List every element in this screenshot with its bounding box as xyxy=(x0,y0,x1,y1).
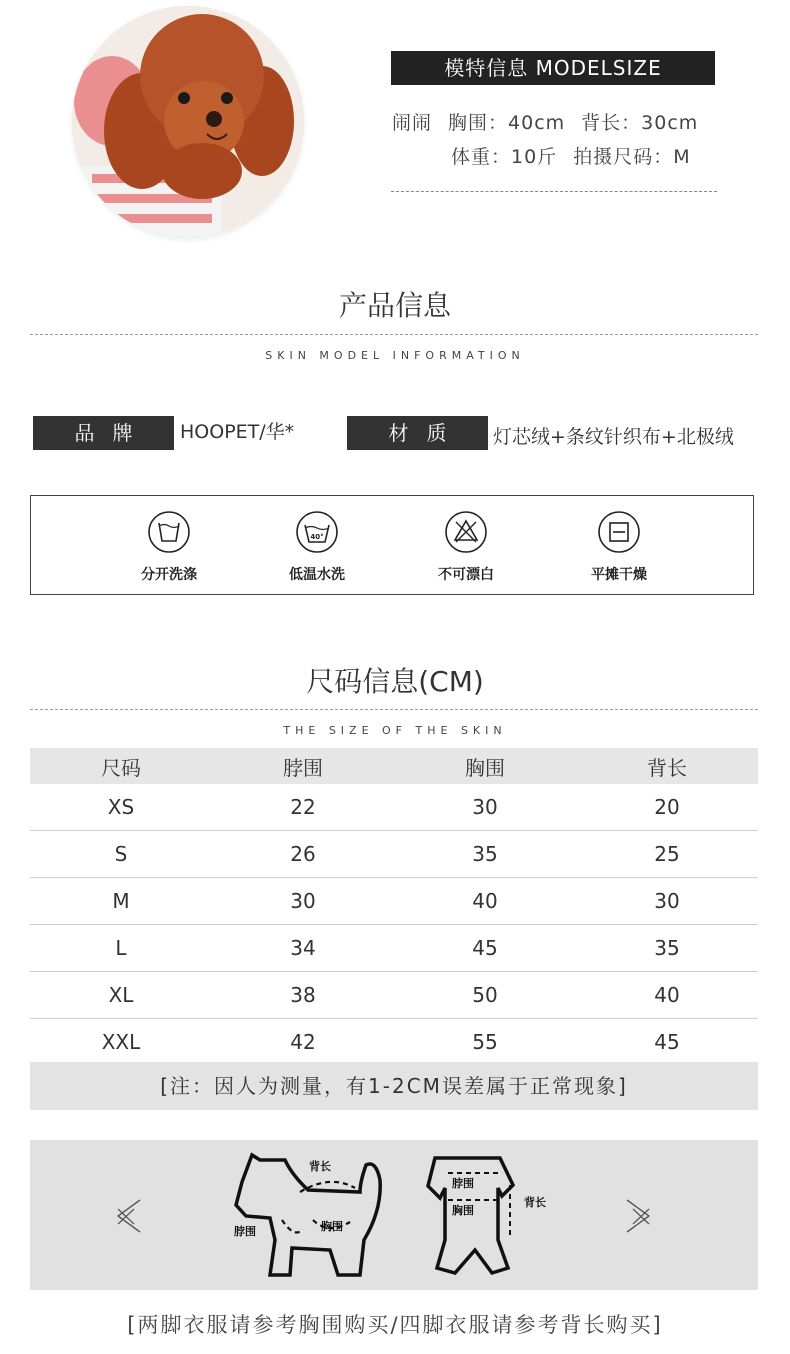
product-info-title: 产品信息 xyxy=(338,289,451,322)
measurement-diagram xyxy=(30,1140,758,1290)
table-row xyxy=(30,878,758,925)
garment-neck-label: 脖围 xyxy=(452,1177,474,1190)
table-row xyxy=(30,972,758,1019)
model-name: 闹闹 xyxy=(392,112,433,134)
table-row xyxy=(30,784,758,831)
dog-neck-label: 脖围 xyxy=(234,1225,256,1238)
care-label-wash-separately: 分开洗涤 xyxy=(141,567,197,583)
no-bleach-icon xyxy=(444,510,488,554)
table-cell: 55 xyxy=(472,1030,498,1054)
size-table-body xyxy=(30,784,758,1065)
model-line-1 xyxy=(392,108,714,135)
table-cell: 40 xyxy=(394,878,576,925)
model-shoot-size: 拍摄尺码：M xyxy=(573,146,691,168)
material-tag: 材质 xyxy=(347,416,488,450)
brand-tag: 品牌 xyxy=(33,416,174,450)
header-back: 背长 xyxy=(576,748,758,784)
care-item-low-temp xyxy=(262,510,372,584)
table-cell: S xyxy=(30,831,212,878)
table-cell: 45 xyxy=(654,1030,680,1054)
table-row xyxy=(30,831,758,878)
left-arrow-icon xyxy=(118,1200,140,1232)
care-instructions xyxy=(30,495,754,595)
table-cell: 22 xyxy=(212,784,394,831)
table-cell: 30 xyxy=(394,784,576,831)
table-cell: 34 xyxy=(212,925,394,972)
care-label-dry-flat: 平摊干燥 xyxy=(591,567,647,583)
table-cell: XS xyxy=(30,784,212,831)
table-row xyxy=(30,925,758,972)
size-table-header xyxy=(30,748,758,784)
table-cell: 42 xyxy=(290,1030,316,1054)
table-cell: 35 xyxy=(394,831,576,878)
care-item-dry-flat xyxy=(564,510,674,584)
low-temp-wash-icon xyxy=(295,510,339,554)
table-cell: 25 xyxy=(576,831,758,878)
model-dog-photo xyxy=(72,6,304,238)
model-weight: 体重：10斤 xyxy=(451,146,558,168)
product-divider xyxy=(30,334,758,335)
table-cell: 38 xyxy=(212,972,394,1019)
table-cell: 30 xyxy=(212,878,394,925)
table-cell: 50 xyxy=(394,972,576,1019)
table-cell: XXL xyxy=(101,1030,141,1054)
wash-temp-text: 40° xyxy=(310,533,324,541)
size-table xyxy=(30,748,758,1065)
dog-chest-label: 胸围 xyxy=(321,1220,343,1233)
care-label-no-bleach: 不可漂白 xyxy=(438,567,494,583)
care-item-no-bleach xyxy=(411,510,521,584)
model-line-2 xyxy=(451,142,707,169)
model-chest: 胸围：40cm xyxy=(448,112,566,134)
size-divider xyxy=(30,709,758,710)
care-label-low-temp: 低温水洗 xyxy=(289,567,345,583)
header-neck: 脖围 xyxy=(212,748,394,784)
wash-separately-icon xyxy=(147,510,191,554)
product-subtitle: SKIN MODEL INFORMATION xyxy=(265,349,525,362)
purchase-guide: [两脚衣服请参考胸围购买/四脚衣服请参考背长购买] xyxy=(127,1313,663,1337)
header-size: 尺码 xyxy=(30,748,212,784)
table-cell: 30 xyxy=(576,878,758,925)
dry-flat-icon xyxy=(597,510,641,554)
garment-back-label: 背长 xyxy=(524,1196,546,1209)
material-value: 灯芯绒+条纹针织布+北极绒 xyxy=(493,426,734,448)
table-cell: M xyxy=(30,878,212,925)
table-cell: 35 xyxy=(576,925,758,972)
size-info-title: 尺码信息(CM) xyxy=(306,665,484,698)
size-subtitle: THE SIZE OF THE SKIN xyxy=(283,724,507,737)
table-cell: XL xyxy=(30,972,212,1019)
table-cell: 40 xyxy=(576,972,758,1019)
right-arrow-icon xyxy=(627,1200,649,1232)
table-cell: 45 xyxy=(394,925,576,972)
measurement-note: [注：因人为测量，有1-2CM误差属于正常现象] xyxy=(30,1062,758,1110)
header-chest: 胸围 xyxy=(394,748,576,784)
dog-back-label: 背长 xyxy=(309,1160,331,1173)
garment-chest-label: 胸围 xyxy=(452,1204,474,1217)
model-divider xyxy=(391,191,717,192)
table-cell: 20 xyxy=(576,784,758,831)
brand-value: HOOPET/华* xyxy=(180,421,295,443)
care-item-wash-separately xyxy=(114,510,224,584)
dog-outline-icon xyxy=(236,1155,380,1275)
model-back-length: 背长：30cm xyxy=(581,112,699,134)
model-info-title: 模特信息 MODELSIZE xyxy=(391,51,715,85)
table-cell: L xyxy=(30,925,212,972)
table-row xyxy=(30,1019,758,1066)
table-cell: 26 xyxy=(212,831,394,878)
